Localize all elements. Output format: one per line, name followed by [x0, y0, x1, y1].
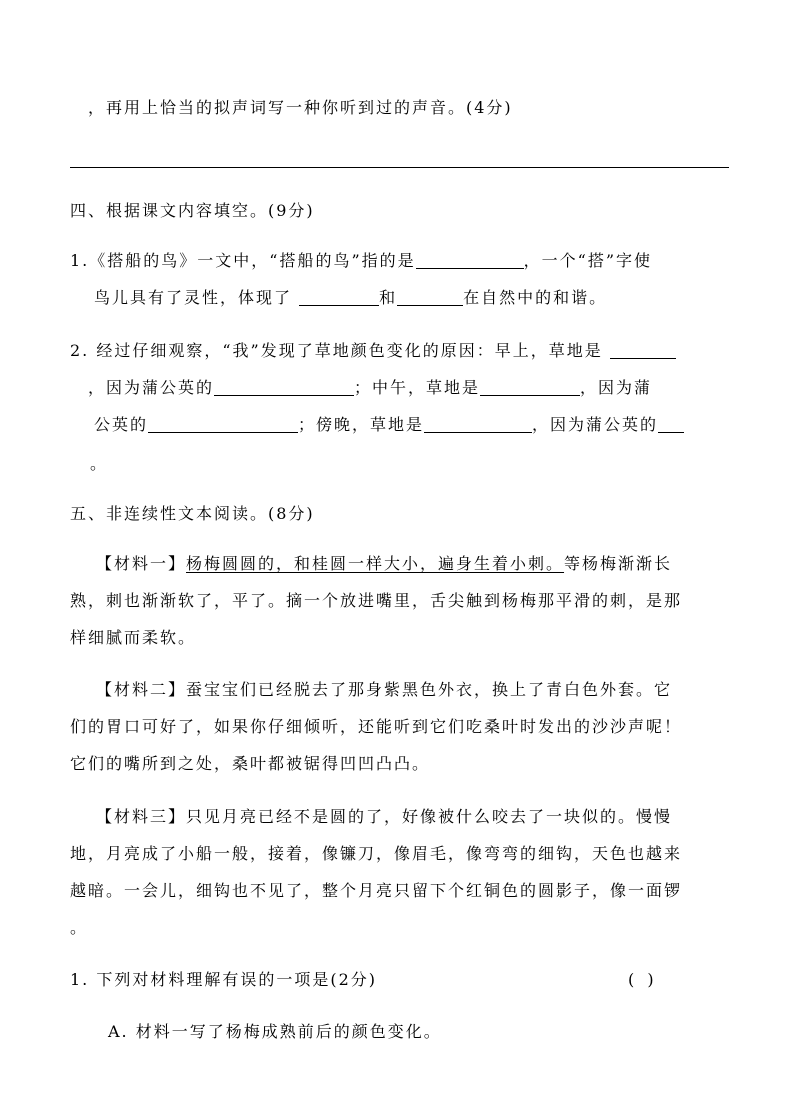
s4-q2-line4: 。	[90, 454, 109, 473]
s4-q2-line2: ，因为蒲公英的 ；中午，草地是 ，因为蒲	[88, 378, 653, 397]
answer-line	[70, 167, 729, 168]
answer-bracket[interactable]: ( )	[628, 970, 658, 989]
fill-blank[interactable]	[480, 379, 580, 396]
option-a: A. 材料一写了杨梅成熟前后的颜色变化。	[108, 1022, 442, 1041]
material-2-line3: 它们的嘴所到之处，桑叶都被锯得凹凹凸凸。	[70, 754, 431, 773]
fill-blank[interactable]	[299, 289, 379, 306]
fill-blank[interactable]	[424, 416, 532, 433]
section-5-heading: 五、非连续性文本阅读。(8分)	[70, 504, 315, 523]
material-3-line1: 【材料三】只见月亮已经不是圆的了，好像被什么咬去了一块似的。慢慢	[96, 807, 673, 826]
s5-q1: 1. 下列对材料理解有误的一项是(2分)	[70, 970, 378, 989]
s4-q1-line1: 1.《搭船的鸟》一文中，“搭船的鸟”指的是 ，一个“搭”字使	[70, 251, 653, 270]
s4-q2-line3: 公英的 ；傍晚，草地是 ，因为蒲公英的	[94, 414, 684, 436]
question-tail-line: ，再用上恰当的拟声词写一种你听到过的声音。(4分)	[88, 98, 513, 117]
fill-blank[interactable]	[658, 416, 684, 433]
material-3-line4: 。	[70, 918, 89, 937]
material-3-line2: 地，月亮成了小船一般，接着，像镰刀，像眉毛，像弯弯的细钩，天色也越来	[70, 844, 683, 863]
s4-q2-line1: 2. 经过仔细观察，“我”发现了草地颜色变化的原因：早上，草地是	[70, 340, 676, 362]
material-2-line2: 们的胃口可好了，如果你仔细倾听，还能听到它们吃桑叶时发出的沙沙声呢！	[70, 717, 683, 736]
material-1-line3: 样细腻而柔软。	[70, 628, 197, 647]
section-4-heading: 四、根据课文内容填空。(9分)	[70, 201, 315, 220]
material-2-line1: 【材料二】蚕宝宝们已经脱去了那身紫黑色外衣，换上了青白色外套。它	[96, 680, 673, 699]
fill-blank[interactable]	[416, 252, 524, 269]
fill-blank[interactable]	[148, 416, 298, 433]
fill-blank[interactable]	[397, 289, 463, 306]
material-1-line2: 熟，刺也渐渐软了，平了。摘一个放进嘴里，舌尖触到杨梅那平滑的刺，是那	[70, 591, 683, 610]
s4-q1-line2: 鸟儿具有了灵性，体现了 和 在自然中的和谐。	[94, 288, 608, 307]
underlined-sentence: 杨梅圆圆的，和桂圆一样大小，遍身生着小刺。	[186, 554, 565, 573]
material-3-line3: 越暗。一会儿，细钩也不见了，整个月亮只留下个红铜色的圆影子，像一面锣	[70, 881, 683, 900]
fill-blank[interactable]	[610, 342, 676, 359]
fill-blank[interactable]	[214, 379, 354, 396]
material-1-line1: 【材料一】杨梅圆圆的，和桂圆一样大小，遍身生着小刺。等杨梅渐渐长	[96, 554, 673, 573]
